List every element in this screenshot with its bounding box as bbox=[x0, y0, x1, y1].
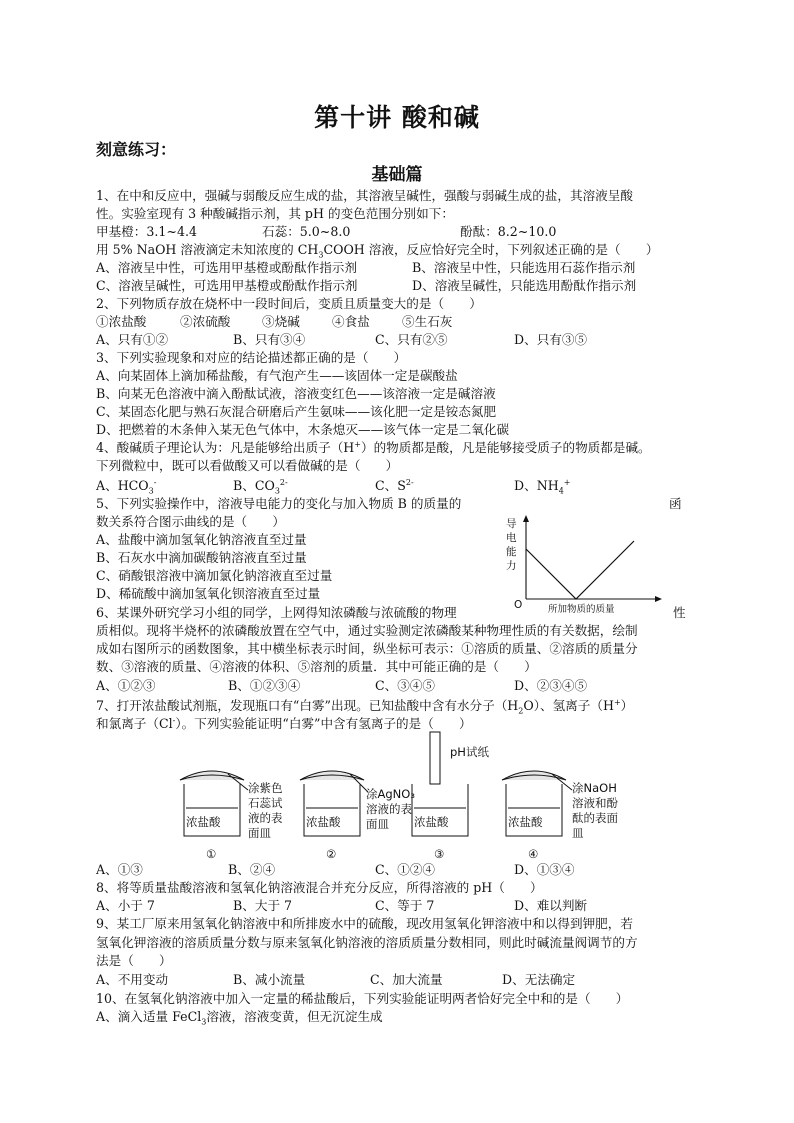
q10-option-a bbox=[96, 1008, 383, 1025]
q7-line1-c: ） bbox=[620, 698, 634, 713]
q9-option-c: C、加大流量 bbox=[370, 972, 443, 987]
section-title: 基础篇 bbox=[371, 165, 423, 185]
fig4-note-4: 皿 bbox=[572, 826, 584, 840]
q8-option-a: A、小于 7 bbox=[96, 898, 155, 913]
q10-option-a-text: A、滴入适量 FeCl bbox=[96, 1009, 202, 1024]
beaker-3-label: 浓盐酸 bbox=[414, 815, 449, 829]
q5-option-d: D、稀硫酸中滴加氢氧化钡溶液直至过量 bbox=[96, 586, 321, 601]
beaker-1-label: 浓盐酸 bbox=[186, 815, 221, 829]
q5-line1: 5、下列实验操作中，溶液导电能力的变化与加入物质 B 的质量的 bbox=[96, 496, 462, 511]
graph-ylabel-4: 力 bbox=[506, 560, 517, 572]
q5-line2: 数关系符合图示曲线的是（ ） bbox=[96, 514, 285, 529]
q4-line1-sup: + bbox=[354, 439, 361, 449]
q1-indicator-phenolphthalein: 酚酞：8.2~10.0 bbox=[460, 224, 557, 239]
q2-option-d: D、只有③⑤ bbox=[514, 332, 588, 347]
q3-option-b: B、向某无色溶液中滴入酚酞试液，溶液变红色——该溶液一定是碱溶液 bbox=[96, 386, 496, 401]
graph-xlabel: 所加物质的质量 bbox=[548, 604, 615, 615]
q4-line1-b: ）的物质都是酸，凡是能够接受质子的物质都是碱。 bbox=[360, 440, 651, 455]
fig1-note-1: 涂紫色 bbox=[248, 781, 283, 795]
beaker-4-label: 浓盐酸 bbox=[508, 815, 543, 829]
fig4-note-1: 涂NaOH bbox=[572, 781, 617, 795]
q4-option-b-sub: 3 bbox=[274, 486, 280, 496]
q7-option-b: B、②④ bbox=[228, 862, 276, 877]
q1-option-d: D、溶液呈碱性，只能选用酚酞作指示剂 bbox=[412, 278, 637, 293]
q3-option-d: D、把燃着的木条伸入某无色气体中，木条熄灭——该气体一定是二氧化碳 bbox=[96, 422, 510, 437]
q2-item-2: ②浓硫酸 bbox=[180, 314, 231, 329]
fig4-note-2: 溶液和酚 bbox=[572, 796, 618, 810]
q1-indicator-methyl-orange: 甲基橙：3.1~4.4 bbox=[96, 224, 197, 239]
q6-option-b: B、①②③④ bbox=[228, 678, 301, 693]
fig2-note-3: 面皿 bbox=[366, 817, 389, 831]
q5-line1-end: 函 bbox=[669, 496, 682, 511]
q4-line1 bbox=[96, 439, 651, 456]
q8-option-d: D、难以判断 bbox=[514, 898, 588, 913]
q7-line2-a: 和氯离子（Cl bbox=[96, 716, 173, 731]
q6-option-c: C、③④⑤ bbox=[375, 678, 436, 693]
q9-option-d: D、无法确定 bbox=[502, 972, 576, 987]
practice-heading: 刻意练习： bbox=[96, 140, 177, 159]
fig-num-1: ① bbox=[206, 847, 217, 861]
q5-option-c: C、硝酸银溶液中滴加氯化钠溶液直至过量 bbox=[96, 568, 333, 583]
q4-option-a bbox=[96, 477, 156, 494]
q4-option-b-sup: 2- bbox=[279, 477, 288, 487]
fig1-note-4: 面皿 bbox=[248, 826, 271, 840]
graph-ylabel-3: 能 bbox=[506, 546, 517, 558]
q5-option-a: A、盐酸中滴加氢氧化钠溶液直至过量 bbox=[96, 532, 307, 547]
q1-option-a: A、溶液呈中性，可选用甲基橙或酚酞作指示剂 bbox=[96, 260, 357, 275]
q6-option-d: D、②③④⑤ bbox=[514, 678, 588, 693]
q6-line1-end: 性 bbox=[673, 605, 686, 620]
q4-line2: 下列微粒中，既可以看做酸又可以看做碱的是（ ） bbox=[96, 458, 399, 473]
fig2-note-2: 溶液的表 bbox=[366, 802, 412, 816]
q7-line1-a: 7、打开浓盐酸试剂瓶，发现瓶口有“白雾”出现。已知盐酸中含有水分子（H bbox=[96, 698, 519, 713]
ph-paper-label: pH试纸 bbox=[450, 745, 489, 759]
beaker-2-label: 浓盐酸 bbox=[306, 815, 341, 829]
q1-line4-a: 用 5% NaOH 溶液滴定未知浓度的 CH bbox=[96, 242, 319, 257]
q2-option-b: B、只有③④ bbox=[233, 332, 306, 347]
q4-option-d-sub: 4 bbox=[558, 486, 564, 496]
q1-option-c: C、溶液呈碱性，可选用甲基橙或酚酞作指示剂 bbox=[96, 278, 358, 293]
q9-line3: 法是（ ） bbox=[96, 953, 172, 968]
q6-line1: 6、某课外研究学习小组的同学，上网得知浓磷酸与浓硫酸的物理 bbox=[96, 605, 457, 620]
q8-stem: 8、将等质量盐酸溶液和氢氧化钠溶液混合并充分反应，所得溶液的 pH（ ） bbox=[96, 880, 543, 895]
q4-option-a-sub: 3 bbox=[148, 486, 154, 496]
q9-line2: 氢氧化钾溶液的溶质质量分数与原来氢氧化钠溶液的溶质质量分数相同，则此时碱流量阀调节的方 bbox=[96, 935, 638, 950]
q1-option-b: B、溶液呈中性，只能选用石蕊作指示剂 bbox=[412, 260, 636, 275]
q4-option-c-text: C、S bbox=[375, 478, 406, 493]
q7-line1-sub: 2 bbox=[518, 706, 524, 716]
fig1-note-2: 石蕊试 bbox=[248, 796, 283, 810]
q6-line4: 数、③溶液的质量、④溶液的体积、⑤溶剂的质量．其中可能正确的是（ ） bbox=[96, 659, 537, 674]
q8-option-b: B、大于 7 bbox=[233, 898, 293, 913]
q4-option-c-sup: 2- bbox=[405, 477, 414, 487]
graph-origin: O bbox=[514, 599, 523, 611]
q4-option-b bbox=[233, 477, 288, 494]
q4-option-b-text: B、CO bbox=[233, 478, 275, 493]
page-title: 第十讲 酸和碱 bbox=[314, 103, 480, 132]
q9-option-a: A、不用变动 bbox=[96, 972, 169, 987]
q5-option-b: B、石灰水中滴加碳酸钠溶液直至过量 bbox=[96, 550, 307, 565]
q6-option-a: A、①②③ bbox=[96, 678, 156, 693]
q2-item-3: ③烧碱 bbox=[262, 314, 300, 329]
q6-line2: 质相似。现将半烧杯的浓磷酸放置在空气中，通过实验测定浓磷酸某种物理性质的有关数据，绘制 bbox=[96, 623, 638, 638]
q2-stem: 2、下列物质存放在烧杯中一段时间后，变质且质量变大的是（ ） bbox=[96, 296, 482, 311]
q7-option-d: D、①③④ bbox=[514, 862, 575, 877]
graph-curve bbox=[526, 541, 634, 599]
q9-line1: 9、某工厂原来用氢氧化钠溶液中和所排废水中的硫酸，现改用氢氧化钾溶液中和以得到钾肥，若 bbox=[96, 916, 633, 931]
fig4-note-3: 酞的表面 bbox=[572, 811, 618, 825]
q8-option-c: C、等于 7 bbox=[375, 898, 435, 913]
q3-option-c: C、某固态化肥与熟石灰混合研磨后产生氨味——该化肥一定是铵态氮肥 bbox=[96, 404, 497, 419]
graph-ylabel-1: 导 bbox=[506, 518, 517, 530]
q10-option-a-rest: 溶液，溶液变黄，但无沉淀生成 bbox=[206, 1009, 383, 1024]
beaker-experiment-figure bbox=[168, 730, 648, 862]
q10-option-a-sub: 3 bbox=[201, 1017, 207, 1027]
q2-item-1: ①浓盐酸 bbox=[96, 314, 147, 329]
q7-line1-b: O）、氢离子（H bbox=[523, 698, 614, 713]
q4-option-d bbox=[514, 477, 571, 494]
q1-line4-sub: 3 bbox=[318, 250, 324, 260]
q4-option-d-text: D、NH bbox=[514, 478, 559, 493]
q1-line1: 1、在中和反应中，强碱与弱酸反应生成的盐，其溶液呈碱性，强酸与弱碱生成的盐，其溶液呈酸 bbox=[96, 188, 633, 203]
q6-line3: 成如右图所示的函数图象，其中横坐标表示时间，纵坐标可表示：①溶质的质量、②溶质的质量分 bbox=[96, 641, 638, 656]
q4-option-c bbox=[375, 477, 414, 494]
q9-option-b: B、减小流量 bbox=[233, 972, 306, 987]
q2-option-a: A、只有①② bbox=[96, 332, 169, 347]
q3-option-a: A、向某固体上滴加稀盐酸，有气泡产生——该固体一定是碳酸盐 bbox=[96, 368, 458, 383]
q10-stem: 10、在氢氧化钠溶液中加入一定量的稀盐酸后，下列实验能证明两者恰好完全中和的是（ ） bbox=[96, 991, 629, 1006]
q7-option-c: C、①②④ bbox=[375, 862, 436, 877]
q1-line4 bbox=[96, 241, 658, 258]
q4-option-a-sup: - bbox=[153, 477, 157, 487]
graph-x-arrow bbox=[655, 596, 662, 602]
q1-indicator-litmus: 石蕊：5.0~8.0 bbox=[262, 224, 351, 239]
fig-num-2: ② bbox=[326, 847, 337, 861]
q4-option-a-text: A、HCO bbox=[96, 478, 149, 493]
q2-item-4: ④食盐 bbox=[332, 314, 370, 329]
q2-option-c: C、只有②⑤ bbox=[375, 332, 448, 347]
q4-option-d-sup: + bbox=[563, 477, 571, 487]
fig2-note-1: 涂AgNO₃ bbox=[366, 787, 415, 801]
graph-y-arrow bbox=[523, 515, 529, 522]
q7-line1-sup: + bbox=[613, 697, 621, 707]
q7-line2-b: ）。下列实验能证明“白雾”中含有氢离子的是（ ） bbox=[175, 716, 472, 731]
fig1-note-3: 液的表 bbox=[248, 811, 283, 825]
q7-line2-sup: - bbox=[172, 715, 176, 725]
q7-option-a: A、①③ bbox=[96, 862, 143, 877]
q4-line1-a: 4、酸碱质子理论认为：凡是能够给出质子（H bbox=[96, 440, 355, 455]
q2-item-5: ⑤生石灰 bbox=[402, 314, 453, 329]
conductivity-graph bbox=[496, 515, 666, 619]
q1-line2: 性。实验室现有 3 种酸碱指示剂，其 pH 的变色范围分别如下： bbox=[96, 206, 454, 221]
fig-num-4: ④ bbox=[528, 847, 539, 861]
graph-ylabel-2: 电 bbox=[506, 532, 517, 544]
fig-num-3: ③ bbox=[434, 847, 445, 861]
q3-stem: 3、下列实验现象和对应的结论描述都正确的是（ ） bbox=[96, 350, 407, 365]
q7-line1 bbox=[96, 697, 633, 714]
q1-line4-b: COOH 溶液，反应恰好完全时，下列叙述正确的是（ ） bbox=[323, 242, 659, 257]
